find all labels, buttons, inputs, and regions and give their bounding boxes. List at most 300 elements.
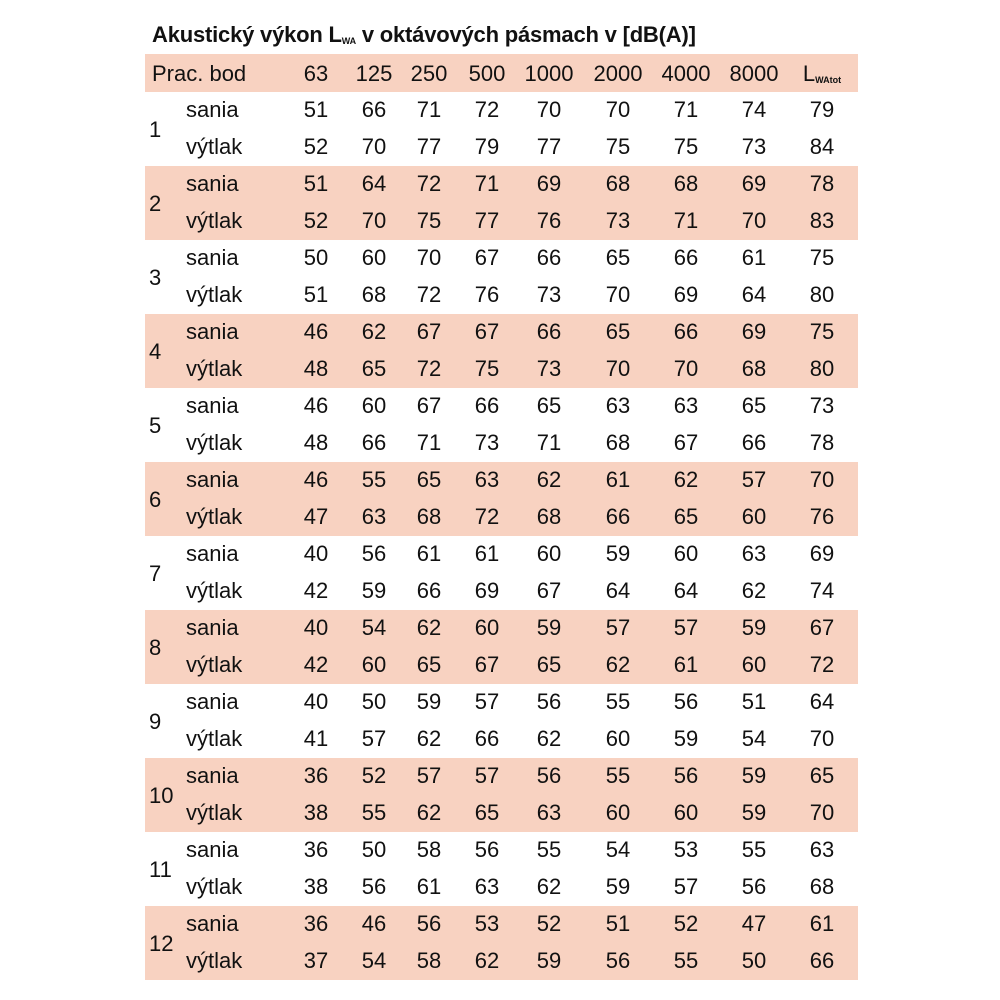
band-value-cell: 63: [474, 467, 500, 492]
band-value-cell: 38: [303, 874, 329, 899]
band-value-cell: 41: [303, 726, 329, 751]
band-value-cell: 68: [536, 504, 562, 529]
header-band: 500: [468, 61, 506, 86]
band-value-cell: 38: [303, 800, 329, 825]
total-value-cell: 80: [809, 282, 835, 307]
total-value-cell: 72: [809, 652, 835, 677]
band-value-cell: 59: [536, 615, 562, 640]
band-value-cell: 63: [741, 541, 767, 566]
band-value-cell: 61: [741, 245, 767, 270]
band-value-cell: 67: [474, 652, 500, 677]
table-row: [145, 499, 858, 536]
band-value-cell: 69: [741, 319, 767, 344]
band-value-cell: 56: [673, 689, 699, 714]
total-value-cell: 75: [809, 319, 835, 344]
band-value-cell: 67: [416, 393, 442, 418]
band-value-cell: 79: [474, 134, 500, 159]
band-value-cell: 61: [474, 541, 500, 566]
band-value-cell: 60: [741, 504, 767, 529]
band-value-cell: 70: [605, 282, 631, 307]
total-value-cell: 66: [809, 948, 835, 973]
total-value-cell: 67: [809, 615, 835, 640]
band-value-cell: 36: [303, 837, 329, 862]
header-total-subscript: WAtot: [815, 75, 842, 85]
band-value-cell: 51: [741, 689, 767, 714]
band-value-cell: 59: [741, 615, 767, 640]
operating-point-group: [145, 314, 858, 388]
operating-point-number: 7: [149, 561, 162, 586]
band-value-cell: 66: [474, 726, 500, 751]
band-value-cell: 66: [361, 97, 387, 122]
band-value-cell: 57: [416, 763, 442, 788]
band-value-cell: 70: [605, 356, 631, 381]
band-value-cell: 59: [605, 874, 631, 899]
operating-point-number: 6: [149, 487, 162, 512]
table-row: [145, 388, 858, 425]
total-value-cell: 79: [809, 97, 835, 122]
title-suffix: v oktávových pásmach v [dB(A)]: [355, 22, 696, 47]
band-value-cell: 51: [303, 171, 329, 196]
band-value-cell: 69: [673, 282, 699, 307]
band-value-cell: 67: [474, 319, 500, 344]
header-band: 4000: [661, 61, 711, 86]
band-value-cell: 52: [303, 134, 329, 159]
band-value-cell: 67: [474, 245, 500, 270]
band-value-cell: 76: [536, 208, 562, 233]
row-label: výtlak: [186, 430, 243, 455]
table-row: [145, 610, 858, 647]
band-value-cell: 68: [741, 356, 767, 381]
band-value-cell: 70: [536, 97, 562, 122]
band-value-cell: 73: [536, 282, 562, 307]
table-row: [145, 758, 858, 795]
band-value-cell: 66: [605, 504, 631, 529]
band-value-cell: 70: [673, 356, 699, 381]
band-value-cell: 40: [303, 615, 329, 640]
band-value-cell: 55: [741, 837, 767, 862]
operating-point-number: 10: [149, 783, 174, 808]
total-value-cell: 64: [809, 689, 835, 714]
row-label: sania: [186, 393, 239, 418]
band-value-cell: 72: [416, 171, 442, 196]
band-value-cell: 62: [605, 652, 631, 677]
band-value-cell: 54: [361, 615, 387, 640]
band-value-cell: 50: [361, 689, 387, 714]
band-value-cell: 73: [741, 134, 767, 159]
band-value-cell: 65: [673, 504, 699, 529]
table-row: [145, 462, 858, 499]
band-value-cell: 64: [673, 578, 699, 603]
operating-point-number: 2: [149, 191, 162, 216]
table-row: [145, 425, 858, 462]
band-value-cell: 68: [673, 171, 699, 196]
band-value-cell: 64: [741, 282, 767, 307]
band-value-cell: 77: [474, 208, 500, 233]
band-value-cell: 60: [361, 245, 387, 270]
total-value-cell: 83: [809, 208, 835, 233]
table-row: [145, 684, 858, 721]
band-value-cell: 60: [673, 800, 699, 825]
band-value-cell: 77: [416, 134, 442, 159]
band-value-cell: 72: [474, 504, 500, 529]
total-value-cell: 78: [809, 430, 835, 455]
band-value-cell: 68: [416, 504, 442, 529]
band-value-cell: 66: [416, 578, 442, 603]
table-title: [152, 22, 696, 48]
total-value-cell: 84: [809, 134, 835, 159]
band-value-cell: 56: [536, 689, 562, 714]
table-row: [145, 203, 858, 240]
table-row: [145, 906, 858, 943]
title-prefix: Akustický výkon L: [152, 22, 342, 47]
operating-point-number: 1: [149, 117, 162, 142]
total-value-cell: 75: [809, 245, 835, 270]
band-value-cell: 51: [605, 911, 631, 936]
band-value-cell: 75: [416, 208, 442, 233]
band-value-cell: 46: [303, 467, 329, 492]
operating-point-group: [145, 758, 858, 832]
band-value-cell: 50: [741, 948, 767, 973]
header-total-main: L: [802, 61, 816, 86]
band-value-cell: 60: [536, 541, 562, 566]
band-value-cell: 52: [536, 911, 562, 936]
band-value-cell: 70: [416, 245, 442, 270]
band-value-cell: 65: [416, 467, 442, 492]
band-value-cell: 55: [605, 763, 631, 788]
band-value-cell: 68: [605, 171, 631, 196]
band-value-cell: 58: [416, 837, 442, 862]
band-value-cell: 73: [474, 430, 500, 455]
row-label: sania: [186, 689, 239, 714]
band-value-cell: 56: [361, 541, 387, 566]
band-value-cell: 37: [303, 948, 329, 973]
operating-point-group: [145, 240, 858, 314]
band-value-cell: 63: [361, 504, 387, 529]
band-value-cell: 74: [741, 97, 767, 122]
row-label: výtlak: [186, 578, 243, 603]
operating-point-number: 4: [149, 339, 162, 364]
operating-point-number: 11: [149, 857, 172, 882]
band-value-cell: 51: [303, 282, 329, 307]
band-value-cell: 50: [303, 245, 329, 270]
band-value-cell: 56: [741, 874, 767, 899]
band-value-cell: 60: [605, 800, 631, 825]
band-value-cell: 68: [605, 430, 631, 455]
band-value-cell: 57: [361, 726, 387, 751]
band-value-cell: 62: [673, 467, 699, 492]
band-value-cell: 57: [474, 689, 500, 714]
band-value-cell: 59: [741, 763, 767, 788]
band-value-cell: 69: [536, 171, 562, 196]
table-row: [145, 832, 858, 869]
band-value-cell: 62: [741, 578, 767, 603]
band-value-cell: 66: [361, 430, 387, 455]
band-value-cell: 62: [536, 467, 562, 492]
operating-point-group: [145, 92, 858, 166]
band-value-cell: 48: [303, 430, 329, 455]
band-value-cell: 71: [536, 430, 562, 455]
header-row: [145, 54, 858, 92]
row-label: výtlak: [186, 652, 243, 677]
header-band: 2000: [593, 61, 643, 86]
operating-point-group: [145, 610, 858, 684]
band-value-cell: 58: [416, 948, 442, 973]
row-label: výtlak: [186, 726, 243, 751]
header-band: 1000: [524, 61, 574, 86]
band-value-cell: 67: [416, 319, 442, 344]
band-value-cell: 40: [303, 689, 329, 714]
band-value-cell: 46: [303, 393, 329, 418]
band-value-cell: 66: [474, 393, 500, 418]
band-value-cell: 48: [303, 356, 329, 381]
band-value-cell: 56: [673, 763, 699, 788]
band-value-cell: 62: [416, 726, 442, 751]
band-value-cell: 65: [536, 652, 562, 677]
total-value-cell: 63: [809, 837, 835, 862]
band-value-cell: 54: [605, 837, 631, 862]
header-band: 8000: [729, 61, 779, 86]
band-value-cell: 62: [536, 726, 562, 751]
band-value-cell: 73: [605, 208, 631, 233]
total-value-cell: 70: [809, 726, 835, 751]
operating-point-group: [145, 166, 858, 240]
operating-point-number: 12: [149, 931, 174, 956]
table-row: [145, 240, 858, 277]
operating-point-group: [145, 388, 858, 462]
band-value-cell: 64: [361, 171, 387, 196]
row-label: sania: [186, 615, 239, 640]
total-value-cell: 80: [809, 356, 835, 381]
operating-point-group: [145, 536, 858, 610]
band-value-cell: 56: [605, 948, 631, 973]
band-value-cell: 77: [536, 134, 562, 159]
total-value-cell: 70: [809, 800, 835, 825]
band-value-cell: 56: [536, 763, 562, 788]
band-value-cell: 72: [416, 282, 442, 307]
band-value-cell: 61: [673, 652, 699, 677]
table-row: [145, 573, 858, 610]
band-value-cell: 59: [605, 541, 631, 566]
band-value-cell: 69: [741, 171, 767, 196]
table-row: [145, 314, 858, 351]
band-value-cell: 62: [474, 948, 500, 973]
band-value-cell: 42: [303, 578, 329, 603]
band-value-cell: 59: [536, 948, 562, 973]
row-label: výtlak: [186, 282, 243, 307]
band-value-cell: 53: [673, 837, 699, 862]
band-value-cell: 71: [673, 208, 699, 233]
table-row: [145, 351, 858, 388]
band-value-cell: 71: [673, 97, 699, 122]
band-value-cell: 60: [361, 393, 387, 418]
band-value-cell: 70: [361, 208, 387, 233]
band-value-cell: 55: [536, 837, 562, 862]
band-value-cell: 47: [741, 911, 767, 936]
band-value-cell: 72: [474, 97, 500, 122]
band-value-cell: 69: [474, 578, 500, 603]
band-value-cell: 66: [536, 245, 562, 270]
title-subscript: WA: [341, 36, 356, 46]
total-value-cell: 73: [809, 393, 835, 418]
total-value-cell: 65: [809, 763, 835, 788]
band-value-cell: 63: [673, 393, 699, 418]
band-value-cell: 70: [361, 134, 387, 159]
band-value-cell: 65: [605, 319, 631, 344]
row-label: sania: [186, 319, 239, 344]
row-label: sania: [186, 763, 239, 788]
row-label: sania: [186, 171, 239, 196]
band-value-cell: 75: [605, 134, 631, 159]
band-value-cell: 65: [536, 393, 562, 418]
band-value-cell: 60: [673, 541, 699, 566]
table-row: [145, 869, 858, 906]
band-value-cell: 65: [416, 652, 442, 677]
band-value-cell: 71: [474, 171, 500, 196]
row-label: výtlak: [186, 874, 243, 899]
header-operating-point: Prac. bod: [152, 61, 247, 86]
band-value-cell: 66: [673, 245, 699, 270]
band-value-cell: 57: [605, 615, 631, 640]
band-value-cell: 54: [741, 726, 767, 751]
band-value-cell: 67: [673, 430, 699, 455]
band-value-cell: 54: [361, 948, 387, 973]
total-value-cell: 76: [809, 504, 835, 529]
band-value-cell: 60: [361, 652, 387, 677]
band-value-cell: 62: [416, 615, 442, 640]
operating-point-group: [145, 906, 858, 980]
band-value-cell: 72: [416, 356, 442, 381]
row-label: výtlak: [186, 948, 243, 973]
band-value-cell: 63: [605, 393, 631, 418]
total-value-cell: 68: [809, 874, 835, 899]
band-value-cell: 56: [474, 837, 500, 862]
band-value-cell: 46: [361, 911, 387, 936]
band-value-cell: 68: [361, 282, 387, 307]
band-value-cell: 53: [474, 911, 500, 936]
band-value-cell: 71: [416, 97, 442, 122]
row-label: sania: [186, 837, 239, 862]
band-value-cell: 57: [741, 467, 767, 492]
sound-power-table: [145, 54, 858, 980]
row-label: sania: [186, 541, 239, 566]
row-label: výtlak: [186, 208, 243, 233]
band-value-cell: 62: [361, 319, 387, 344]
band-value-cell: 66: [673, 319, 699, 344]
table-row: [145, 943, 858, 980]
band-value-cell: 56: [361, 874, 387, 899]
header-total: [803, 61, 841, 87]
band-value-cell: 63: [474, 874, 500, 899]
band-value-cell: 61: [605, 467, 631, 492]
band-value-cell: 59: [741, 800, 767, 825]
row-label: výtlak: [186, 356, 243, 381]
band-value-cell: 65: [741, 393, 767, 418]
band-value-cell: 52: [361, 763, 387, 788]
row-label: výtlak: [186, 800, 243, 825]
band-value-cell: 56: [416, 911, 442, 936]
band-value-cell: 59: [416, 689, 442, 714]
band-value-cell: 70: [605, 97, 631, 122]
band-value-cell: 47: [303, 504, 329, 529]
band-value-cell: 57: [673, 615, 699, 640]
band-value-cell: 57: [474, 763, 500, 788]
band-value-cell: 55: [361, 467, 387, 492]
band-value-cell: 76: [474, 282, 500, 307]
band-value-cell: 51: [303, 97, 329, 122]
operating-point-number: 5: [149, 413, 162, 438]
band-value-cell: 60: [741, 652, 767, 677]
band-value-cell: 65: [361, 356, 387, 381]
row-label: sania: [186, 245, 239, 270]
operating-point-group: [145, 462, 858, 536]
table-row: [145, 92, 858, 129]
total-value-cell: 61: [809, 911, 835, 936]
operating-point-number: 9: [149, 709, 162, 734]
table-row: [145, 166, 858, 203]
band-value-cell: 66: [536, 319, 562, 344]
band-value-cell: 59: [673, 726, 699, 751]
table-row: [145, 795, 858, 832]
band-value-cell: 73: [536, 356, 562, 381]
operating-point-number: 3: [149, 265, 162, 290]
row-label: sania: [186, 97, 239, 122]
row-label: sania: [186, 911, 239, 936]
total-value-cell: 69: [809, 541, 835, 566]
operating-point-group: [145, 684, 858, 758]
total-value-cell: 70: [809, 467, 835, 492]
band-value-cell: 62: [536, 874, 562, 899]
band-value-cell: 59: [361, 578, 387, 603]
table-row: [145, 277, 858, 314]
band-value-cell: 61: [416, 874, 442, 899]
band-value-cell: 46: [303, 319, 329, 344]
band-value-cell: 70: [741, 208, 767, 233]
band-value-cell: 52: [303, 208, 329, 233]
operating-point-number: 8: [149, 635, 162, 660]
band-value-cell: 63: [536, 800, 562, 825]
header-band: 250: [410, 61, 448, 86]
band-value-cell: 75: [673, 134, 699, 159]
operating-point-group: [145, 832, 858, 906]
band-value-cell: 42: [303, 652, 329, 677]
band-value-cell: 52: [673, 911, 699, 936]
table-row: [145, 721, 858, 758]
band-value-cell: 61: [416, 541, 442, 566]
row-label: výtlak: [186, 504, 243, 529]
total-value-cell: 78: [809, 171, 835, 196]
row-label: výtlak: [186, 134, 243, 159]
band-value-cell: 50: [361, 837, 387, 862]
band-value-cell: 36: [303, 763, 329, 788]
band-value-cell: 55: [673, 948, 699, 973]
band-value-cell: 57: [673, 874, 699, 899]
table-row: [145, 536, 858, 573]
band-value-cell: 62: [416, 800, 442, 825]
band-value-cell: 71: [416, 430, 442, 455]
band-value-cell: 65: [474, 800, 500, 825]
header-band: 63: [303, 61, 329, 86]
band-value-cell: 55: [361, 800, 387, 825]
table-row: [145, 647, 858, 684]
band-value-cell: 36: [303, 911, 329, 936]
band-value-cell: 60: [605, 726, 631, 751]
total-value-cell: 74: [809, 578, 835, 603]
band-value-cell: 67: [536, 578, 562, 603]
table-row: [145, 129, 858, 166]
table-body: [145, 92, 858, 980]
band-value-cell: 65: [605, 245, 631, 270]
band-value-cell: 40: [303, 541, 329, 566]
